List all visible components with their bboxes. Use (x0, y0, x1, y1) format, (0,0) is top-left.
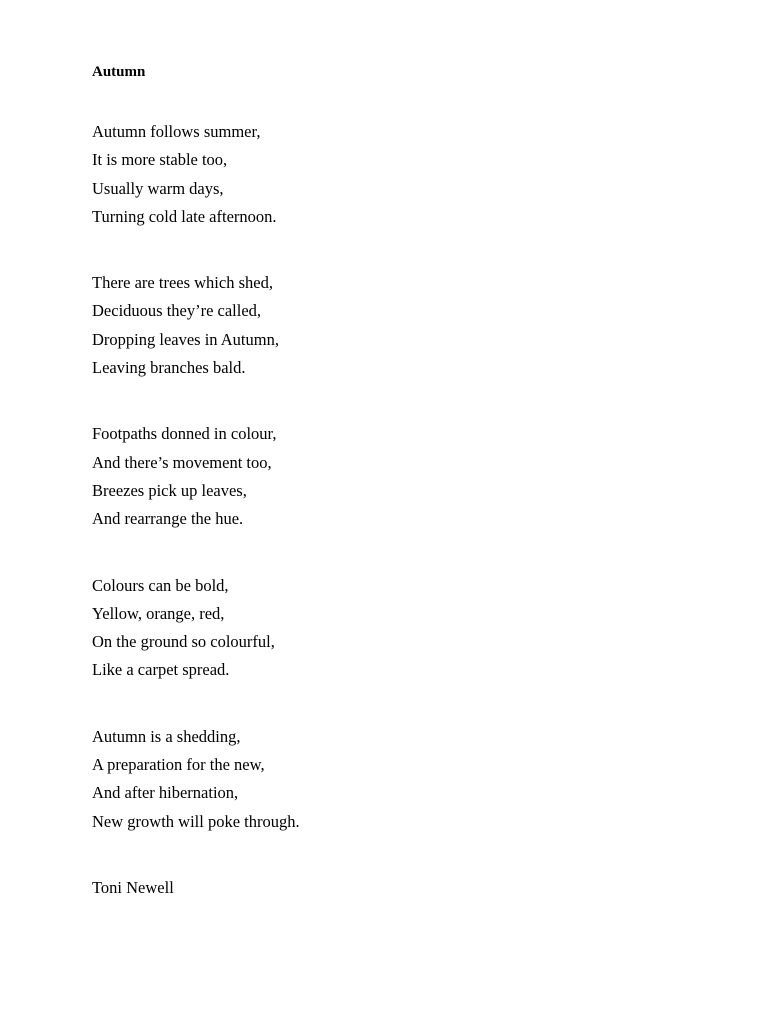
poem-line: Dropping leaves in Autumn, (92, 329, 279, 349)
poem-line: There are trees which shed, (92, 273, 273, 293)
poem-line: Autumn is a shedding, (92, 726, 241, 746)
stanza-1 (92, 118, 676, 231)
page-title: Autumn (92, 64, 146, 80)
poem-line: It is more stable too, (92, 150, 228, 170)
poem-line: Breezes pick up leaves, (92, 480, 247, 500)
stanza-4 (92, 572, 676, 685)
poem-line: Leaving branches bald. (92, 358, 246, 378)
author-spacer (92, 836, 676, 874)
poem-line: Yellow, orange, red, (92, 603, 225, 623)
stanza-spacer (92, 534, 676, 572)
poem-line: Turning cold late afternoon. (92, 206, 277, 226)
poem-line: Usually warm days, (92, 178, 224, 198)
poem-line: And there’s movement too, (92, 452, 272, 472)
poem-line: New growth will poke through. (92, 811, 300, 831)
stanza-spacer (92, 231, 676, 269)
poem-line: And rearrange the hue. (92, 509, 244, 529)
poem-line: A preparation for the new, (92, 755, 265, 775)
poem-line: Like a carpet spread. (92, 660, 230, 680)
poem-line: Deciduous they’re called, (92, 301, 262, 321)
author-name: Toni Newell (92, 877, 174, 897)
stanza-5 (92, 723, 676, 836)
poem-line: And after hibernation, (92, 783, 239, 803)
poem-line: On the ground so colourful, (92, 632, 275, 652)
poem-line: Autumn follows summer, (92, 122, 261, 141)
stanza-3 (92, 420, 676, 533)
stanza-2 (92, 269, 676, 382)
stanza-spacer (92, 382, 676, 420)
title-spacer (92, 80, 676, 118)
stanza-spacer (92, 685, 676, 723)
poem-line: Footpaths donned in colour, (92, 424, 277, 444)
poem-line: Colours can be bold, (92, 575, 229, 595)
